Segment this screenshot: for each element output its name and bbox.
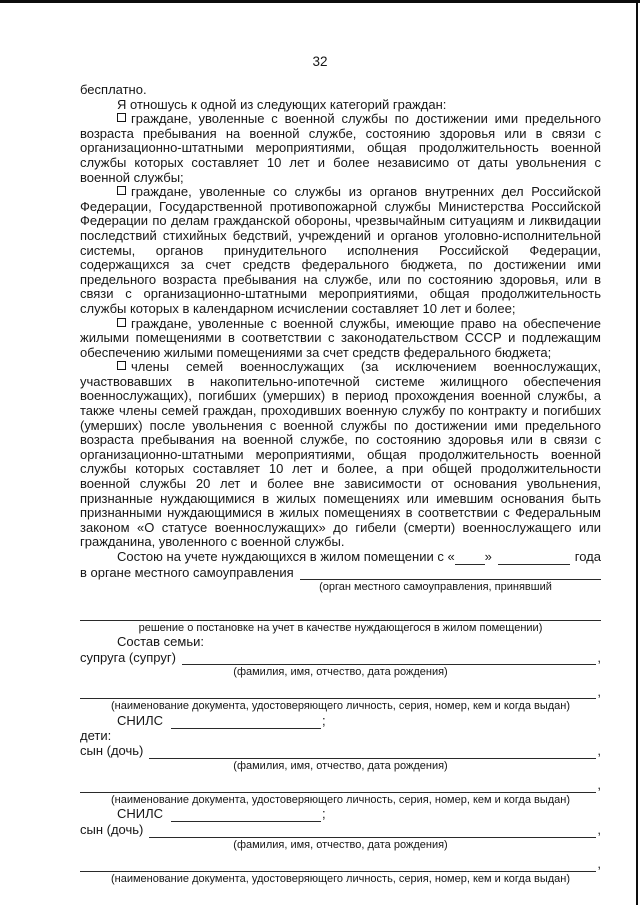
- checkbox-icon[interactable]: [117, 318, 126, 327]
- spouse-name-blank-field[interactable]: [182, 651, 596, 665]
- authority-label: в органе местного самоуправления: [80, 564, 294, 580]
- child-row: [80, 823, 601, 838]
- spouse-doc-row: [80, 685, 601, 700]
- semicolon: ;: [322, 806, 326, 822]
- carryover-text: бесплатно.: [80, 82, 147, 97]
- doc-caption: (наименование документа, удостоверяющего личность, серия, номер, кем и когда выдан): [110, 700, 571, 713]
- category-paragraph: [80, 317, 601, 361]
- family-header: Состав семьи:: [117, 634, 204, 650]
- category-text: граждане, уволенные с военной службы, имеющие право на обеспечение жилыми помещениями в соответствии с законодательством СССР и подлежащим обеспечению жилыми помещениями за счет средств федерального бюджета;: [80, 315, 601, 360]
- child1-snils-blank-field[interactable]: [171, 808, 321, 822]
- authority-blank-field-2[interactable]: [80, 607, 601, 621]
- category-paragraph: [80, 112, 601, 185]
- fio-caption: (фамилия, имя, отчество, дата рождения): [233, 838, 448, 851]
- day-blank-field[interactable]: [455, 553, 485, 565]
- checkbox-icon[interactable]: [117, 113, 126, 122]
- doc-caption: (наименование документа, удостоверяющего личность, серия, номер, кем и когда выдан): [110, 872, 571, 885]
- authority-row: [80, 566, 601, 581]
- spouse-snils-blank-field[interactable]: [171, 715, 321, 729]
- comma: ,: [597, 856, 601, 872]
- month-year-blank-field[interactable]: [498, 553, 570, 565]
- child1-doc-row: [80, 778, 601, 793]
- comma: ,: [597, 777, 601, 793]
- comma: ,: [597, 821, 601, 837]
- spouse-label: супруга (супруг): [80, 649, 176, 665]
- category-text: граждане, уволенные с военной службы по достижении ими предельного возраста пребывания на военной службе, состоянию здоровья или в связи с организационно-штатными мероприятиями, общая продолжительность военной службы которых составляет 10 лет и более независимо от даты увольнения с военной службы;: [80, 111, 601, 185]
- child2-doc-blank-field[interactable]: [80, 858, 596, 872]
- category-statement: Я отношусь к одной из следующих категорий граждан:: [117, 96, 447, 112]
- fio-caption: (фамилия, имя, отчество, дата рождения): [233, 666, 448, 679]
- child-label: сын (дочь): [80, 743, 144, 759]
- snils-label: СНИЛС: [117, 712, 164, 728]
- document-page: [80, 83, 601, 885]
- category-paragraph: [80, 185, 601, 316]
- authority-continuation-row: [80, 607, 601, 621]
- authority-caption-2: решение о постановке на учет в качестве нуждающегося в жилом помещении): [138, 621, 543, 634]
- authority-blank-field[interactable]: [300, 566, 601, 580]
- children-label: дети:: [80, 727, 112, 743]
- fio-caption: (фамилия, имя, отчество, дата рождения): [233, 759, 448, 772]
- child2-name-blank-field[interactable]: [149, 824, 596, 838]
- quote-close: »: [484, 549, 492, 564]
- spouse-snils-row: [80, 714, 601, 729]
- registration-date-row: [80, 550, 601, 565]
- scan-border-top: [0, 0, 640, 3]
- semicolon: ;: [322, 712, 326, 728]
- doc-caption: (наименование документа, удостоверяющего личность, серия, номер, кем и когда выдан): [110, 793, 571, 806]
- checkbox-icon[interactable]: [117, 361, 126, 370]
- child-label: сын (дочь): [80, 821, 144, 837]
- spouse-doc-blank-field[interactable]: [80, 685, 596, 699]
- authority-caption-1: (орган местного самоуправления, принявший: [319, 581, 552, 594]
- page-number: 32: [312, 54, 328, 69]
- year-suffix: года: [574, 549, 601, 564]
- child1-doc-blank-field[interactable]: [80, 779, 596, 793]
- scan-border-right: [636, 0, 638, 905]
- spouse-row: [80, 651, 601, 666]
- comma: ,: [597, 683, 601, 699]
- comma: ,: [597, 743, 601, 759]
- child2-doc-row: [80, 857, 601, 872]
- checkbox-icon[interactable]: [117, 186, 126, 195]
- comma: ,: [597, 649, 601, 665]
- child-row: [80, 744, 601, 759]
- registration-prefix: Состою на учете нуждающихся в жилом помещении с «: [117, 549, 455, 564]
- category-paragraph: [80, 360, 601, 550]
- category-text: граждане, уволенные со службы из органов внутренних дел Российской Федерации, Государственной противопожарной службы Министерства Российской Федерации по делам гражданской обороны, чрезвычайным ситуациям и ликвидации последствий стихийных бедствий, учреждений и органов уголовно-исполнительной системы, органов принудительного исполнения Российской Федерации, содержащихся за счет средств федерального бюджета, по достижении ими предельного возраста пребывания на службе, или по состоянию здоровья, или в связи с организационно-штатными мероприятиями, общая продолжительность службы которых в календарном исчислении составляет 10 лет и более;: [80, 184, 601, 316]
- snils-label: СНИЛС: [117, 806, 164, 822]
- category-text: члены семей военнослужащих (за исключением военнослужащих, участвовавших в накопительно-ипотечной системе жилищного обеспечения военнослужащих), погибших (умерших) в период прохождения военной службы, а также члены семей граждан, проходивших военную службу по контракту и погибших (умерших) после увольнения с военной службы по достижении ими предельного возраста пребывания на военной службе, по состоянию здоровья или в связи с организационно-штатными мероприятиями, общая продолжительность военной службы которых составляет 10 лет и более, а при общей продолжительности военной службы 20 лет и более вне зависимости от основания увольнения, признанные нуждающимися в жилых помещениях или имевшим основания быть признанными нуждающимися в жилых помещениях в соответствии с Федеральным законом «О статусе военнослужащих» до гибели (смерти) военнослужащего или гражданина, уволенного с военной службы.: [80, 359, 601, 550]
- child1-snils-row: [80, 807, 601, 822]
- child1-name-blank-field[interactable]: [149, 745, 596, 759]
